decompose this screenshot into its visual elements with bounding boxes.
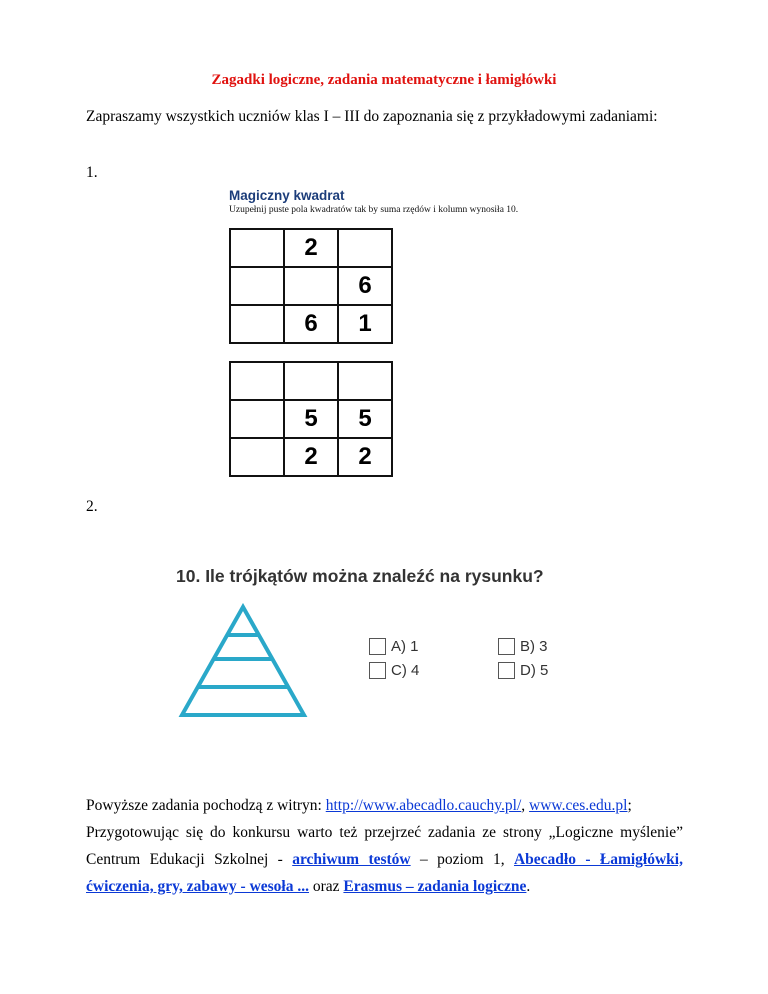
- grid-a-cell: [338, 229, 392, 267]
- grid-a-cell: [230, 267, 284, 305]
- checkbox-d[interactable]: [498, 662, 515, 679]
- grid-b-cell: [338, 362, 392, 400]
- sources-line: [86, 792, 683, 819]
- magic-square-grid-a: [229, 228, 393, 344]
- option-a[interactable]: [369, 638, 419, 655]
- resources-end: .: [526, 878, 531, 895]
- option-d[interactable]: [498, 662, 548, 679]
- footer-text: [86, 792, 683, 900]
- resources-oraz: oraz: [309, 878, 344, 895]
- option-c-label: C) 4: [391, 662, 420, 679]
- grid-a-cell: [230, 229, 284, 267]
- task2-number: 2.: [86, 498, 98, 515]
- resources-line: [86, 846, 683, 873]
- checkbox-a[interactable]: [369, 638, 386, 655]
- link-abecadlo-lamiglowki[interactable]: Abecadło - Łamigłówki,: [513, 851, 683, 868]
- option-b[interactable]: [498, 638, 548, 655]
- grid-a-cell: [230, 305, 284, 343]
- link-archiwum-testow[interactable]: archiwum testów: [292, 851, 411, 868]
- sources-suffix: ;: [627, 797, 632, 814]
- sources-prefix: Powyższe zadania pochodzą z witryn:: [86, 797, 326, 814]
- grid-b-cell: [284, 362, 338, 400]
- option-a-label: A) 1: [391, 638, 419, 655]
- triangle-question: 10. Ile trójkątów można znaleźć na rysunku?: [176, 566, 544, 586]
- grid-a-cell: [284, 267, 338, 305]
- grid-b-cell: 2: [338, 438, 392, 476]
- magic-square-instruction: Uzupełnij puste pola kwadratów tak by suma rzędów i kolumn wynosiła 10.: [229, 205, 519, 215]
- checkbox-c[interactable]: [369, 662, 386, 679]
- grid-b-cell: 5: [284, 400, 338, 438]
- recommend-line: Przygotowując się do konkursu warto też przejrzeć zadania ze strony „Logiczne myślenie”: [86, 824, 683, 841]
- link-ces-edu[interactable]: www.ces.edu.pl: [529, 797, 628, 814]
- link-abecadlo-cauchy[interactable]: http://www.abecadlo.cauchy.pl/: [325, 797, 522, 814]
- sources-separator: ,: [521, 797, 530, 814]
- link-erasmus[interactable]: Erasmus – zadania logiczne: [343, 878, 527, 895]
- grid-b-cell: [230, 400, 284, 438]
- grid-a-cell: 6: [338, 267, 392, 305]
- resources-mid: – poziom 1,: [410, 851, 514, 868]
- task1-number: 1.: [86, 164, 98, 181]
- option-d-label: D) 5: [520, 662, 549, 679]
- grid-a-cell: 1: [338, 305, 392, 343]
- checkbox-b[interactable]: [498, 638, 515, 655]
- page-title: Zagadki logiczne, zadania matematyczne i łamigłówki: [211, 72, 557, 88]
- magic-square-grid-b: [229, 361, 393, 477]
- intro-text: Zapraszamy wszystkich uczniów klas I – III do zapoznania się z przykładowymi zadaniami:: [86, 108, 658, 125]
- resources-prefix: Centrum Edukacji Szkolnej -: [86, 851, 293, 868]
- resources-line-2: [86, 873, 683, 900]
- grid-b-cell: 5: [338, 400, 392, 438]
- grid-a-cell: 6: [284, 305, 338, 343]
- grid-b-cell: [230, 362, 284, 400]
- pyramid-triangle-figure: [176, 603, 310, 718]
- grid-b-cell: 2: [284, 438, 338, 476]
- option-c[interactable]: [369, 662, 419, 679]
- option-b-label: B) 3: [520, 638, 548, 655]
- magic-square-heading: Magiczny kwadrat: [229, 188, 345, 203]
- grid-a-cell: 2: [284, 229, 338, 267]
- grid-b-cell: [230, 438, 284, 476]
- link-abecadlo-lamiglowki-cont[interactable]: ćwiczenia, gry, zabawy - wesoła ...: [86, 878, 309, 895]
